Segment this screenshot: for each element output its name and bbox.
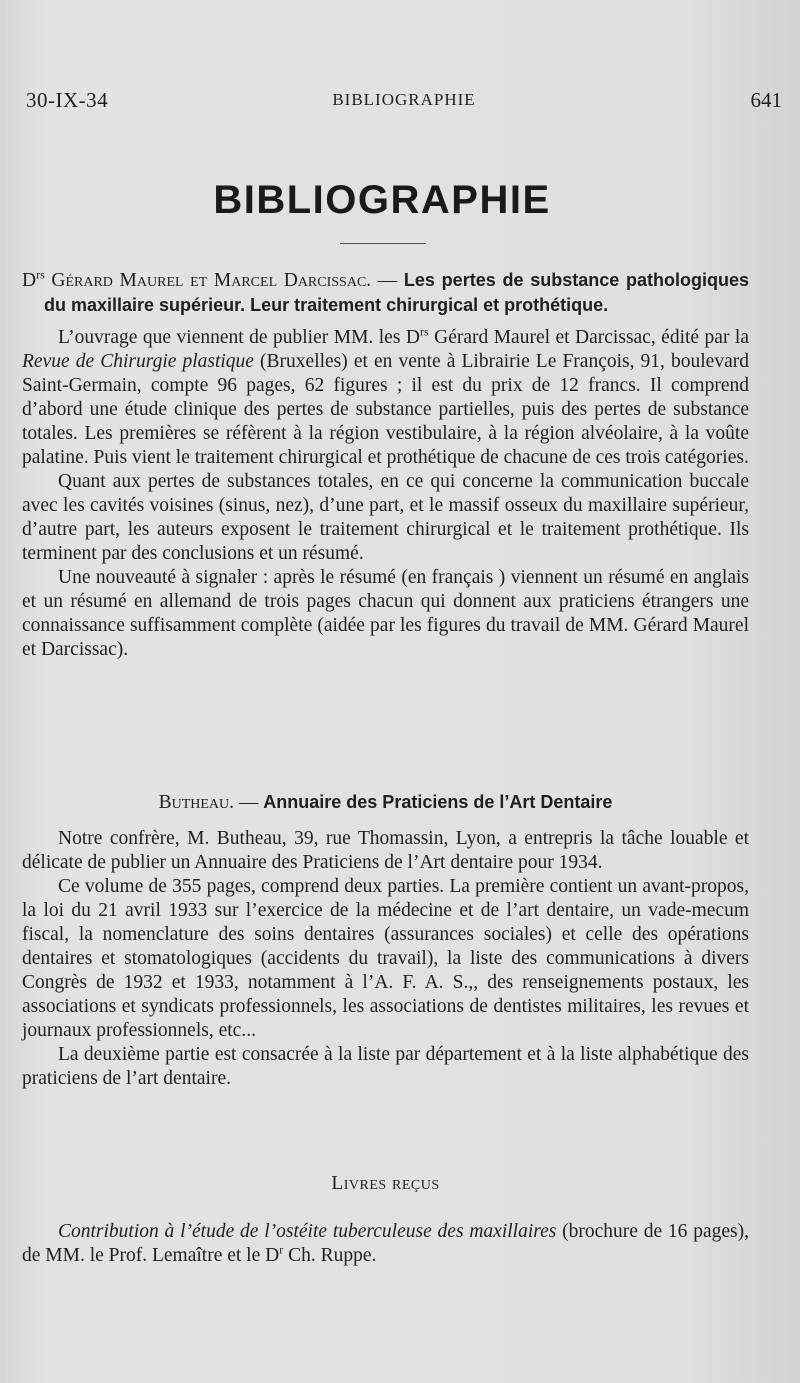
review2-paragraph-2: Ce volume de 355 pages, comprend deux parties. La première contient un avant-propos, la loi du 21 avril 1933 sur l’exercice de la médecine et de l’art dentaire, un vade-mecum fiscal, la nomenclature des soins dentaires (assurances sociales) et celle des opérations dentaires et stomatologiques (accidents du travail), la liste des communications à divers Congrès de 1932 et 1933, notamment à l’A. F. A. S.,, des renseignements postaux, les associations et syndicats professionnels, les associations de dentistes militaires, les revues et journaux professionnels, etc...	[22, 876, 749, 1041]
review1-paragraph-3: Une nouveauté à signaler : après le résumé (en français ) viennent un résumé en anglais et un résumé en allemand de trois pages chacun qui donnent aux praticiens étrangers une connaissance suffisamment complète (aidée par les figures du travail de MM. Gérard Maurel et Darcissac).	[22, 567, 749, 660]
books-received-entry-b: Ch. Ruppe.	[283, 1245, 377, 1266]
running-head-section: BIBLIOGRAPHIE	[332, 90, 476, 109]
review2-author: Butheau.	[158, 792, 235, 813]
review1-authors-prefix: D	[22, 270, 37, 291]
books-received	[22, 1172, 749, 1268]
review-butheau	[22, 790, 749, 1091]
review1-heading	[22, 268, 749, 318]
running-head	[26, 88, 782, 118]
review1-authors: Gérard Maurel et Marcel Darcissac.	[51, 270, 372, 291]
page-title: BIBLIOGRAPHIE	[213, 178, 551, 222]
review1-dash: —	[371, 270, 404, 291]
review1-paragraph-2: Quant aux pertes de substances totales, en ce qui concerne la communication buccale avec les cavités voisines (sinus, nez), d’une part, et le massif osseux du maxillaire supérieur, d’autre part, les auteurs exposent le traitement chirurgical et le traitement prothétique. Ils terminent par des conclusions et un résumé.	[22, 471, 749, 564]
books-received-entry-sup: r	[279, 1242, 284, 1257]
page-number: 641	[750, 88, 782, 112]
review1-p1-c: (Bruxelles) et en vente à Librairie Le François, 91, boulevard Saint-Germain, compte 96 pages, 62 figures ; il est du prix de 12 francs. Il comprend d’abord une étude clinique des pertes de substance partielles, puis des pertes de substance totales. Les premières se réfèrent à la région vestibulaire, à la région alvéolaire, à la voûte palatine. Puis vient le traitement chirurgical et prothétique de chacune de ces trois catégories.	[22, 351, 749, 468]
review2-paragraph-3: La deuxième partie est consacrée à la liste par département et à la liste alphabétique des praticiens de l’art dentaire.	[22, 1044, 749, 1089]
review1-authors-prefix-sup: rs	[36, 267, 45, 282]
review1-p1-a: L’ouvrage que viennent de publier MM. les D	[58, 327, 420, 348]
review2-book-title: Annuaire des Praticiens de l’Art Dentaire	[263, 792, 613, 812]
review1-paragraph-1	[22, 326, 749, 470]
review1-p1-b: Gérard Maurel et Darcissac, édité par la	[428, 327, 749, 348]
review2-heading	[22, 790, 749, 815]
running-head-date: 30-IX-34	[26, 88, 109, 112]
title-rule	[340, 243, 426, 244]
review2-dash: —	[234, 792, 264, 813]
books-received-entry-a: (brochure de 16 pages), de MM. le Prof. Lemaître et le D	[22, 1221, 749, 1266]
review1-journal: Revue de Chirurgie plastique	[22, 351, 254, 372]
books-received-entry	[22, 1220, 749, 1268]
review1-p1-sup: rs	[419, 324, 429, 339]
books-received-entry-title: Contribution à l’étude de l’ostéite tuberculeuse des maxillaires	[58, 1221, 557, 1242]
review-maurel-darcissac	[22, 268, 749, 662]
review2-paragraph-1: Notre confrère, M. Butheau, 39, rue Thomassin, Lyon, a entrepris la tâche louable et délicate de publier un Annuaire des Praticiens de l’Art dentaire pour 1934.	[22, 828, 749, 873]
books-received-heading: Livres reçus	[331, 1173, 440, 1194]
review1-book-title: Les pertes de substance pathologiques du maxillaire supérieur. Leur traitement chirurgical et prothétique.	[44, 270, 749, 315]
